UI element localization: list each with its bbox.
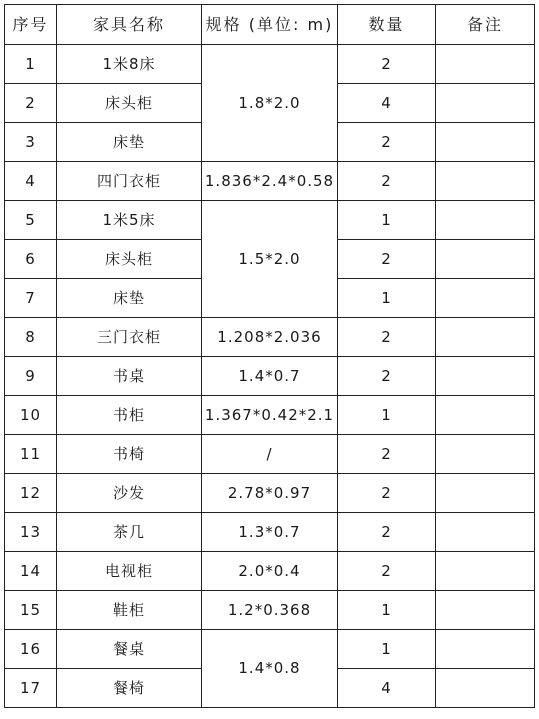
cell-index: 1 (5, 45, 57, 84)
cell-spec: 2.78*0.97 (202, 474, 338, 513)
cell-index: 15 (5, 591, 57, 630)
header-index: 序号 (5, 5, 57, 45)
cell-note (436, 435, 535, 474)
cell-quantity: 2 (338, 552, 436, 591)
cell-name: 餐桌 (57, 630, 202, 669)
cell-quantity: 2 (338, 240, 436, 279)
header-note: 备注 (436, 5, 535, 45)
table-row (5, 591, 535, 630)
cell-spec: 1.208*2.036 (202, 318, 338, 357)
table-row (5, 630, 535, 669)
cell-index: 8 (5, 318, 57, 357)
cell-name: 三门衣柜 (57, 318, 202, 357)
cell-name: 床垫 (57, 123, 202, 162)
cell-note (436, 357, 535, 396)
cell-index: 11 (5, 435, 57, 474)
cell-quantity: 2 (338, 45, 436, 84)
cell-note (436, 591, 535, 630)
cell-note (436, 240, 535, 279)
cell-name: 书桌 (57, 357, 202, 396)
cell-name: 床垫 (57, 279, 202, 318)
cell-name: 电视柜 (57, 552, 202, 591)
cell-spec: 1.8*2.0 (202, 45, 338, 162)
cell-spec: / (202, 435, 338, 474)
cell-name: 鞋柜 (57, 591, 202, 630)
cell-spec: 1.4*0.7 (202, 357, 338, 396)
cell-index: 14 (5, 552, 57, 591)
cell-note (436, 396, 535, 435)
cell-index: 6 (5, 240, 57, 279)
cell-quantity: 2 (338, 513, 436, 552)
cell-note (436, 318, 535, 357)
cell-spec: 2.0*0.4 (202, 552, 338, 591)
table-header-row (5, 5, 535, 45)
cell-index: 9 (5, 357, 57, 396)
cell-note (436, 279, 535, 318)
cell-name: 1米8床 (57, 45, 202, 84)
cell-name: 书椅 (57, 435, 202, 474)
cell-quantity: 2 (338, 357, 436, 396)
cell-index: 4 (5, 162, 57, 201)
table-row (5, 474, 535, 513)
furniture-table (4, 4, 535, 708)
cell-quantity: 1 (338, 279, 436, 318)
cell-name: 床头柜 (57, 240, 202, 279)
cell-quantity: 1 (338, 201, 436, 240)
cell-name: 餐椅 (57, 669, 202, 708)
table-row (5, 162, 535, 201)
cell-spec: 1.4*0.8 (202, 630, 338, 708)
cell-quantity: 2 (338, 318, 436, 357)
cell-quantity: 2 (338, 474, 436, 513)
cell-index: 13 (5, 513, 57, 552)
cell-index: 10 (5, 396, 57, 435)
cell-name: 床头柜 (57, 84, 202, 123)
cell-note (436, 45, 535, 84)
cell-name: 1米5床 (57, 201, 202, 240)
cell-index: 16 (5, 630, 57, 669)
header-name: 家具名称 (57, 5, 202, 45)
cell-index: 7 (5, 279, 57, 318)
cell-note (436, 630, 535, 669)
table-row (5, 513, 535, 552)
header-quantity: 数量 (338, 5, 436, 45)
cell-name: 四门衣柜 (57, 162, 202, 201)
table-row (5, 396, 535, 435)
cell-note (436, 474, 535, 513)
cell-note (436, 84, 535, 123)
cell-quantity: 2 (338, 123, 436, 162)
cell-index: 2 (5, 84, 57, 123)
table-row (5, 318, 535, 357)
cell-index: 12 (5, 474, 57, 513)
cell-note (436, 669, 535, 708)
cell-index: 5 (5, 201, 57, 240)
table-row (5, 435, 535, 474)
cell-quantity: 2 (338, 162, 436, 201)
cell-quantity: 4 (338, 84, 436, 123)
cell-spec: 1.2*0.368 (202, 591, 338, 630)
cell-note (436, 201, 535, 240)
cell-quantity: 4 (338, 669, 436, 708)
cell-quantity: 1 (338, 591, 436, 630)
cell-quantity: 1 (338, 396, 436, 435)
table-row (5, 201, 535, 240)
cell-name: 书柜 (57, 396, 202, 435)
cell-name: 沙发 (57, 474, 202, 513)
cell-name: 茶几 (57, 513, 202, 552)
cell-note (436, 162, 535, 201)
cell-spec: 1.3*0.7 (202, 513, 338, 552)
cell-note (436, 513, 535, 552)
cell-index: 17 (5, 669, 57, 708)
cell-spec: 1.5*2.0 (202, 201, 338, 318)
cell-spec: 1.367*0.42*2.1 (202, 396, 338, 435)
cell-note (436, 123, 535, 162)
table-row (5, 357, 535, 396)
cell-note (436, 552, 535, 591)
table-row (5, 45, 535, 84)
cell-quantity: 2 (338, 435, 436, 474)
table-row (5, 552, 535, 591)
cell-index: 3 (5, 123, 57, 162)
cell-quantity: 1 (338, 630, 436, 669)
header-spec: 规格 (单位: m) (202, 5, 338, 45)
cell-spec: 1.836*2.4*0.58 (202, 162, 338, 201)
